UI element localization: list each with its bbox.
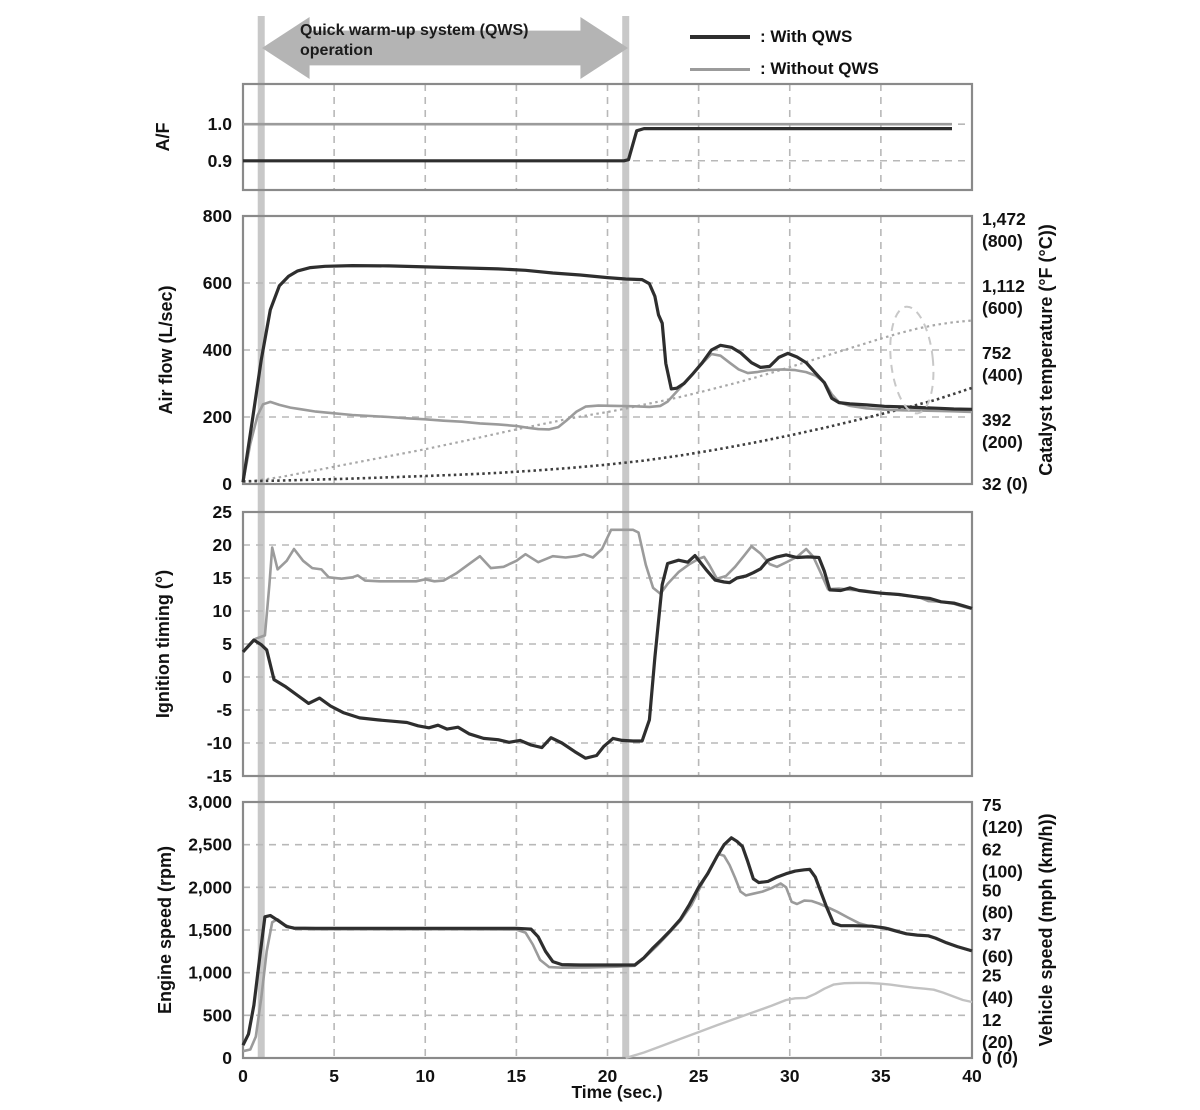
without-qws-line-swatch (690, 68, 750, 71)
air-right-tick-label: (200) (982, 432, 1023, 452)
catalyst-activation-ellipse (885, 305, 938, 416)
air-ytick-label: 0 (222, 474, 232, 494)
af-ytick-label: 0.9 (207, 150, 232, 171)
x-tick-label: 5 (329, 1066, 339, 1086)
panel-eng (188, 792, 1023, 1068)
legend-item-with-qws (690, 24, 879, 50)
x-tick-label: 35 (871, 1066, 891, 1086)
eng-ytick-label: 500 (202, 1005, 232, 1026)
eng-right-tick-label: 37 (982, 924, 1002, 945)
x-tick-label: 30 (780, 1066, 800, 1086)
air-right-tick-label: 752 (982, 343, 1012, 363)
legend-item-without-qws (690, 56, 879, 82)
a-f-with-qws-line (243, 129, 952, 161)
vehicle-axis-title: Vehicle speed (mph (km/h)) (1036, 813, 1056, 1047)
x-tick-label: 20 (597, 1066, 618, 1086)
ign-ytick-label: 20 (212, 535, 232, 555)
eng-right-tick-label: (120) (982, 817, 1023, 837)
air-ytick-label: 600 (202, 273, 232, 293)
panel-ign (207, 502, 972, 786)
ign-ytick-label: -15 (206, 766, 232, 786)
air-right-tick-label: (800) (982, 231, 1023, 251)
qws-operation-label-line2: operation (300, 42, 373, 59)
eng-right-tick-label: 0 (0) (982, 1048, 1018, 1068)
ign-ytick-label: 25 (212, 502, 232, 522)
eng-right-tick-label: (40) (982, 987, 1014, 1008)
eng-right-tick-label: (100) (982, 861, 1023, 882)
af-axis-title: A/F (153, 122, 173, 152)
eng-right-tick-label: (60) (982, 946, 1014, 967)
x-tick-label: 0 (238, 1066, 248, 1086)
ign-ytick-label: 15 (212, 568, 232, 588)
eng-ytick-label: 1,500 (188, 920, 232, 940)
air-right-tick-label: 1,472 (982, 209, 1026, 229)
vehicle-speed-mph-line (626, 983, 972, 1058)
x-tick-label: 15 (506, 1066, 527, 1086)
qws-operation-label-line1: Quick warm-up system (QWS) (300, 22, 529, 39)
eng-ytick-label: 2,000 (188, 877, 232, 898)
air-right-tick-label: (400) (982, 365, 1023, 385)
eng-right-tick-label: 75 (982, 795, 1002, 815)
x-tick-label: 10 (415, 1066, 435, 1086)
ign-ytick-label: 10 (212, 601, 232, 621)
air-ytick-label: 800 (202, 206, 232, 226)
ign-ytick-label: -5 (216, 700, 232, 720)
eng-ytick-label: 3,000 (188, 792, 232, 812)
with-qws-line-swatch (690, 35, 750, 39)
engine-axis-title: Engine speed (rpm) (155, 845, 175, 1015)
airflow-axis-title: Air flow (L/sec) (156, 285, 176, 415)
eng-ytick-label: 0 (222, 1048, 232, 1068)
legend (690, 24, 879, 88)
legend-label-with-qws: : With QWS (760, 27, 853, 46)
legend-label-without-qws: : Without QWS (760, 59, 879, 78)
air-right-tick-label: 392 (982, 410, 1012, 430)
eng-right-tick-label: (80) (982, 902, 1014, 923)
time-axis-title: Time (sec.) (571, 1082, 663, 1102)
panel-af (208, 84, 972, 190)
qws-operation-label (300, 21, 630, 61)
air-ytick-label: 400 (202, 340, 232, 360)
ign-ytick-label: -10 (206, 733, 232, 753)
air-right-tick-label: 1,112 (982, 276, 1025, 296)
ign-ytick-label: 5 (222, 634, 232, 654)
eng-right-tick-label: 50 (982, 880, 1002, 901)
eng-ytick-label: 1,000 (188, 962, 232, 983)
eng-right-tick-label: 25 (982, 965, 1002, 986)
air-right-tick-label: (600) (982, 298, 1023, 318)
panel-air (203, 206, 1028, 494)
af-ytick-label: 1.0 (207, 114, 232, 135)
qws-window-start-guide (258, 16, 265, 1058)
air-ytick-label: 200 (202, 407, 232, 427)
eng-right-tick-label: 12 (982, 1010, 1002, 1031)
ign-ytick-label: 0 (222, 667, 232, 687)
eng-ytick-label: 2,500 (188, 834, 232, 855)
ignition-axis-title: Ignition timing (°) (153, 569, 173, 719)
qws-window-end-guide (622, 16, 629, 1058)
eng-right-tick-label: (20) (982, 1032, 1014, 1053)
x-tick-label: 25 (688, 1066, 709, 1086)
x-tick-label: 40 (962, 1066, 982, 1086)
eng-right-tick-label: 62 (982, 839, 1002, 860)
air-right-tick-label: 32 (0) (982, 474, 1028, 494)
catalyst-axis-title: Catalyst temperature (°F (°C)) (1036, 224, 1056, 476)
